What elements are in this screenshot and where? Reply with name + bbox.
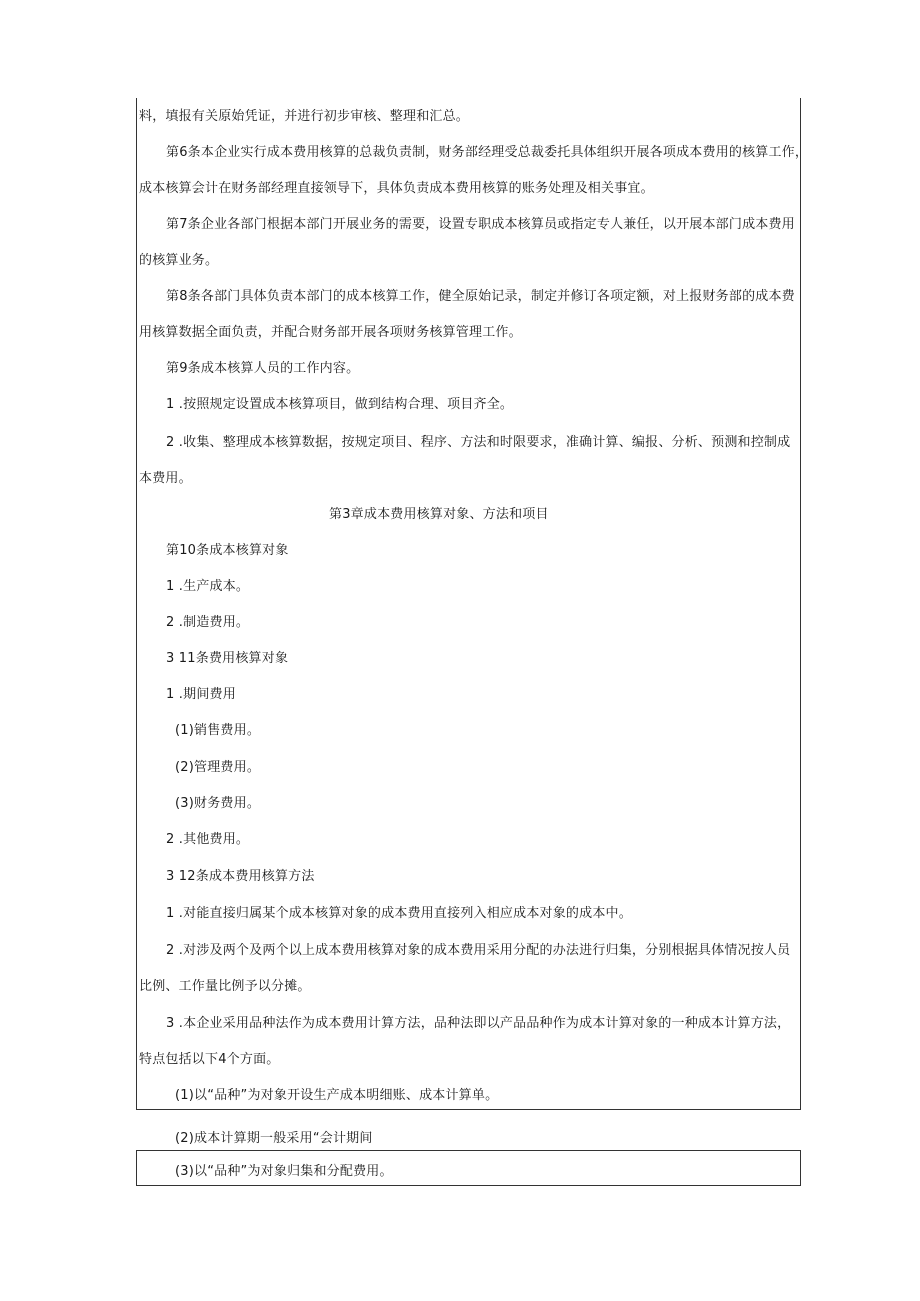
text-line-sales-expense: (1)销售费用。: [175, 723, 261, 738]
text-line-article-7: 第7条企业各部门根据本部门开展业务的需要，设置专职成本核算员或指定专人兼任，以开展本部门成本费用: [166, 217, 795, 232]
text-line-article-10: 第10条成本核算对象: [166, 543, 289, 558]
text-line-article-12-item-2-cont: 比例、工作量比例予以分摊。: [139, 979, 311, 994]
text-line-article-11: 3 11条费用核算对象: [166, 651, 289, 666]
text-line-admin-expense: (2)管理费用。: [175, 760, 261, 775]
text-line-article-12-item-3-cont: 特点包括以下4个方面。: [139, 1052, 280, 1067]
text-line-article-6-cont: 成本核算会计在财务部经理直接领导下，具体负责成本费用核算的账务处理及相关事宜。: [139, 181, 654, 196]
text-line-article-12-item-1: 1 .对能直接归属某个成本核算对象的成本费用直接列入相应成本对象的成本中。: [166, 906, 632, 921]
chapter-3-heading: 第3章成本费用核算对象、方法和项目: [329, 507, 549, 522]
text-line-article-8: 第8条各部门具体负责本部门的成本核算工作，健全原始记录，制定并修订各项定额，对上报财务部的成本费: [166, 289, 795, 304]
text-line-article-7-cont: 的核算业务。: [139, 253, 219, 268]
text-line-article-11-item-1: 1 .期间费用: [166, 687, 236, 702]
text-line-materials: 料，填报有关原始凭证，并进行初步审核、整理和汇总。: [139, 109, 470, 124]
text-line-article-11-item-2: 2 .其他费用。: [166, 832, 250, 847]
text-line-article-12: 3 12条成本费用核算方法: [166, 869, 315, 884]
text-line-feature-3: (3)以“品种”为对象归集和分配费用。: [175, 1164, 393, 1179]
text-line-article-9-item-2-cont: 本费用。: [139, 471, 192, 486]
text-line-feature-1: (1)以“品种”为对象开设生产成本明细账、成本计算单。: [175, 1088, 499, 1103]
text-line-article-8-cont: 用核算数据全面负责，并配合财务部开展各项财务核算管理工作。: [139, 325, 522, 340]
text-line-article-9-item-1: 1 .按照规定设置成本核算项目，做到结构合理、项目齐全。: [166, 397, 514, 412]
text-line-feature-2: (2)成本计算期一般采用“会计期间: [175, 1131, 373, 1146]
text-line-article-10-item-2: 2 .制造费用。: [166, 615, 250, 630]
text-line-article-9: 第9条成本核算人员的工作内容。: [166, 361, 360, 376]
text-line-article-9-item-2: 2 .收集、整理成本核算数据，按规定项目、程序、方法和时限要求，准确计算、编报、分析、预测和控制成: [166, 435, 791, 450]
text-line-article-12-item-3: 3 .本企业采用品种法作为成本费用计算方法，品种法即以产品品种作为成本计算对象的一种成本计算方法，: [166, 1016, 791, 1031]
text-line-article-10-item-1: 1 .生产成本。: [166, 579, 250, 594]
text-line-article-6: 第6条本企业实行成本费用核算的总裁负责制，财务部经理受总裁委托具体组织开展各项成本费用的核算工作，: [166, 145, 809, 160]
text-line-article-12-item-2: 2 .对涉及两个及两个以上成本费用核算对象的成本费用采用分配的办法进行归集，分别根据具体情况按人员: [166, 943, 791, 958]
text-line-finance-expense: (3)财务费用。: [175, 796, 261, 811]
